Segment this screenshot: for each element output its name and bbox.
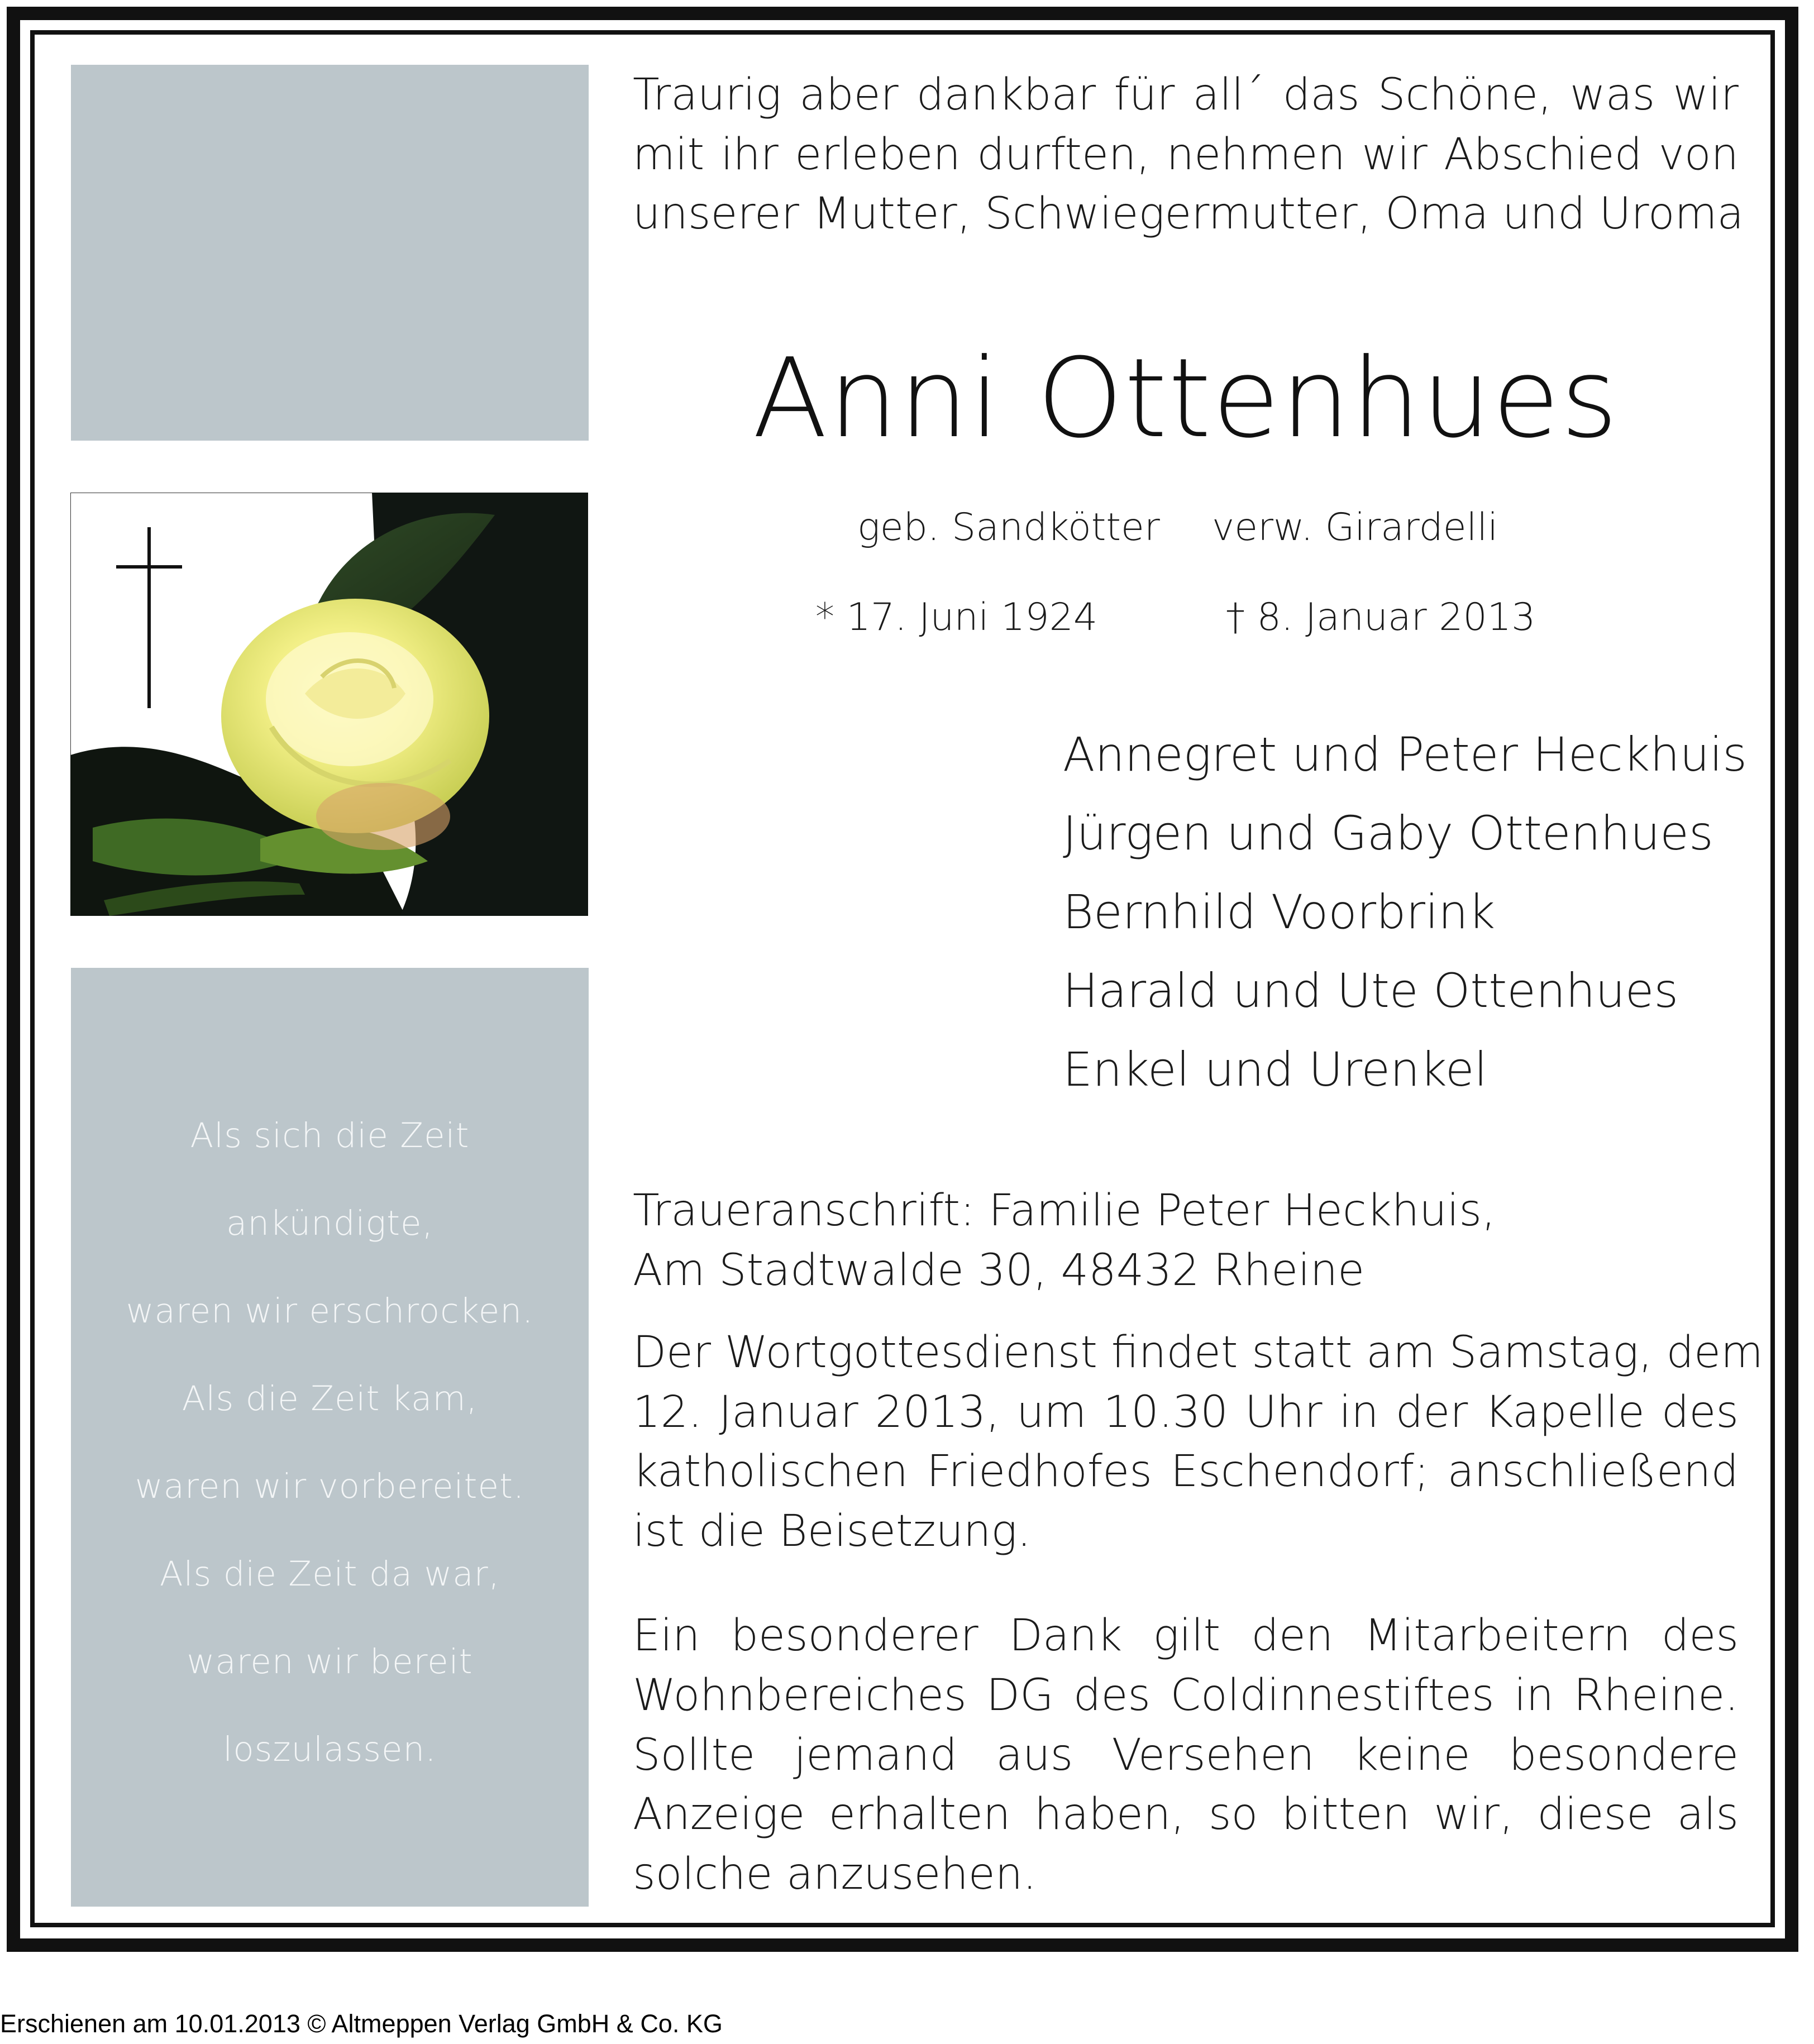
thanks-line: Anzeige erhalten haben, so bitten wir, diese als — [633, 1789, 1739, 1840]
birth-name: geb. Sandkötter — [857, 505, 1160, 550]
mourner-line: Bernhild Voorbrink — [1063, 885, 1496, 939]
intro-line: unserer Mutter, Schwiegermutter, Oma und Uroma — [633, 189, 1744, 239]
rose-photo — [70, 493, 588, 916]
address-line: Am Stadtwalde 30, 48432 Rheine — [633, 1245, 1365, 1296]
death-date: † 8. Januar 2013 — [1226, 595, 1536, 639]
poem-line: Als die Zeit da war, — [159, 1554, 500, 1594]
service-line: ist die Beisetzung. — [633, 1506, 1032, 1556]
poem-line: waren wir bereit — [187, 1642, 473, 1682]
thanks-line: Wohnbereiches DG des Coldinnestiftes in Rheine. — [633, 1670, 1739, 1721]
service-line: Der Wortgottesdienst findet statt am Samstag, dem — [633, 1327, 1763, 1378]
publication-footer: Erschienen am 10.01.2013 © Altmeppen Verlag GmbH & Co. KG — [0, 2009, 723, 2038]
poem-line: waren wir erschrocken. — [126, 1291, 534, 1331]
birth-date: * 17. Juni 1924 — [815, 595, 1098, 639]
intro-line: Traurig aber dankbar für all´ das Schöne, was wir — [633, 70, 1739, 120]
thanks-line: solche anzusehen. — [633, 1849, 1037, 1899]
address-line: Traueranschrift: Familie Peter Heckhuis, — [633, 1186, 1496, 1236]
grey-panel-top — [71, 65, 589, 441]
thanks-line: Sollte jemand aus Versehen keine besondere — [633, 1730, 1739, 1780]
poem-line: loszulassen. — [223, 1730, 437, 1769]
poem-line: Als die Zeit kam, — [182, 1379, 478, 1419]
widowed-name: verw. Girardelli — [1212, 505, 1498, 550]
poem-line: waren wir vorbereitet. — [135, 1467, 525, 1506]
intro-line: mit ihr erleben durften, nehmen wir Abschied von — [633, 130, 1739, 180]
service-line: katholischen Friedhofes Eschendorf; anschließend — [633, 1446, 1739, 1497]
deceased-name: Anni Ottenhues — [752, 335, 1619, 462]
service-line: 12. Januar 2013, um 10.30 Uhr in der Kapelle des — [633, 1387, 1739, 1438]
mourner-line: Enkel und Urenkel — [1063, 1042, 1487, 1097]
mourner-line: Jürgen und Gaby Ottenhues — [1063, 806, 1713, 861]
poem-line: Als sich die Zeit — [190, 1116, 470, 1155]
poem-line: ankündigte, — [226, 1204, 433, 1243]
thanks-line: Ein besonderer Dank gilt den Mitarbeitern des — [633, 1611, 1739, 1661]
mourner-line: Harald und Ute Ottenhues — [1063, 963, 1679, 1018]
mourner-line: Annegret und Peter Heckhuis — [1063, 727, 1747, 782]
